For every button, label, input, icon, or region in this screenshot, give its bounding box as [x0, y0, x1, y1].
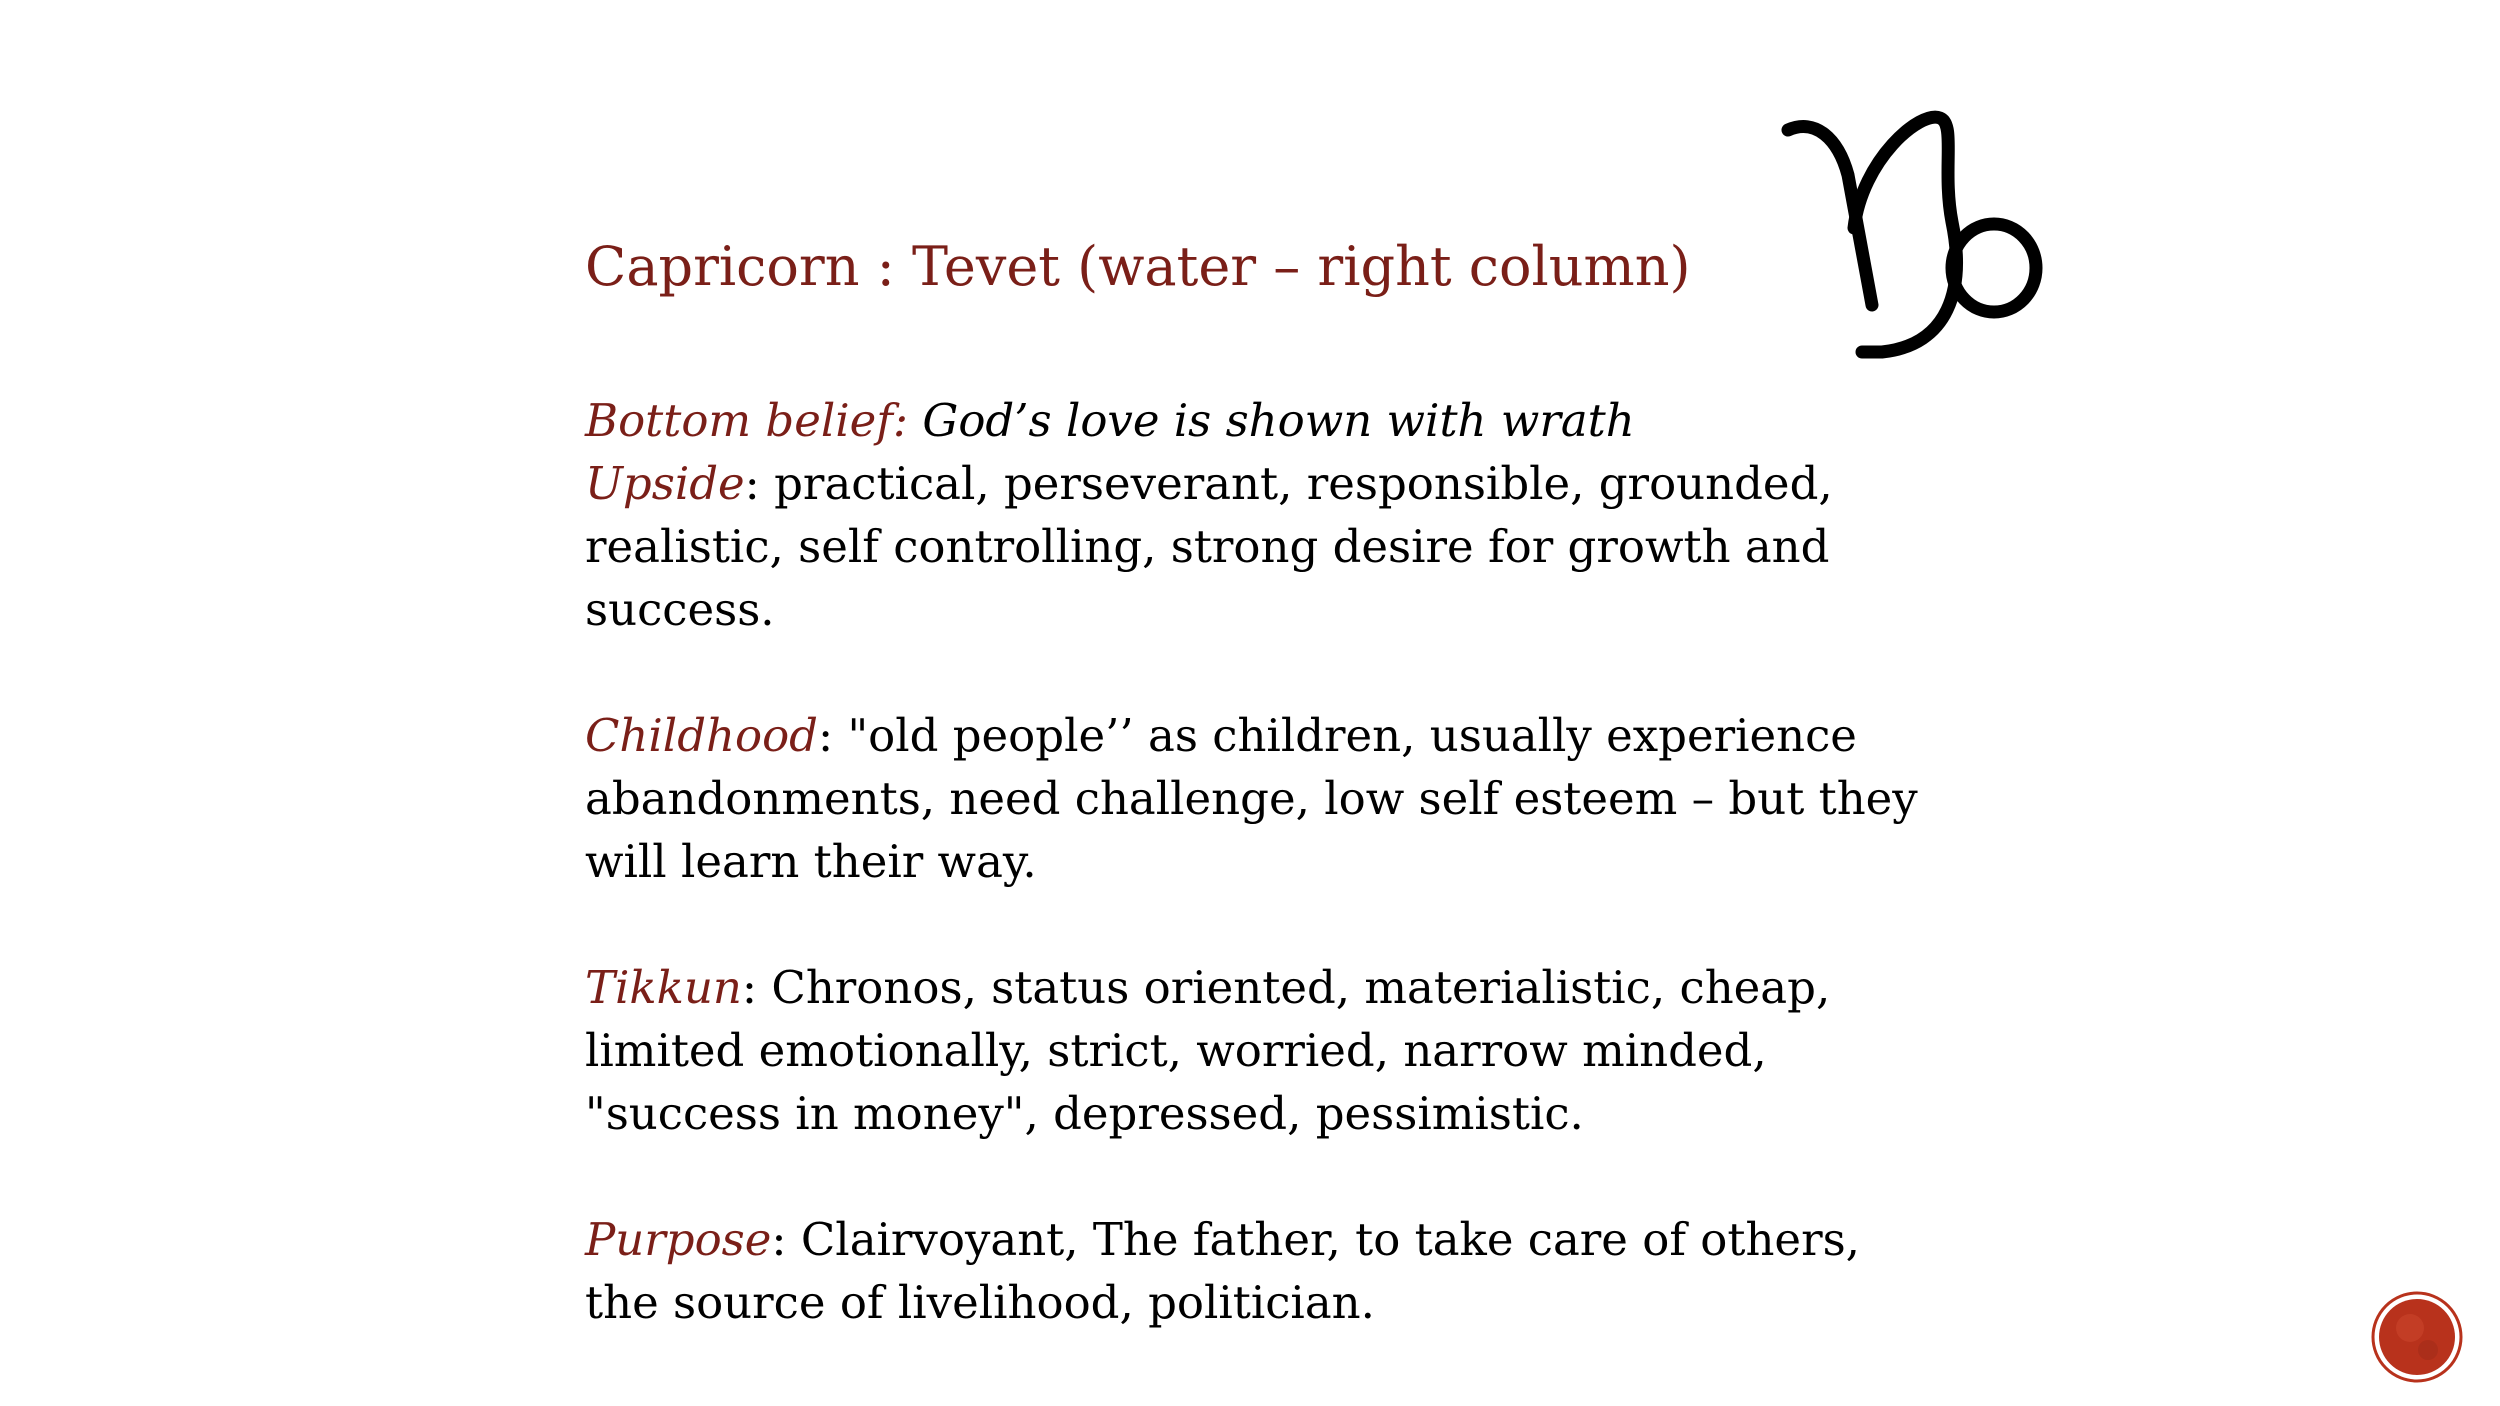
slide-badge-icon	[2370, 1290, 2464, 1384]
slide-body	[585, 389, 1925, 1334]
purpose-label: Purpose	[585, 1213, 772, 1266]
bottom-belief-text: God’s love is shown with wrath	[922, 394, 1635, 447]
childhood-text: : "old people’’ as children, usually experience abandonments, need challenge, low self esteem – but they will learn their way.	[585, 709, 1918, 888]
purpose-paragraph	[585, 1208, 1925, 1334]
upside-text: : practical, perseverant, responsible, grounded, realistic, self controlling, strong desire for growth and success.	[585, 457, 1833, 636]
childhood-paragraph	[585, 704, 1925, 893]
capricorn-symbol-icon	[1770, 100, 2060, 370]
upside-label: Upside	[585, 457, 745, 510]
tikkun-text: : Chronos, status oriented, materialistic, cheap, limited emotionally, strict, worried, narrow minded, "success in money", depressed, pessimistic.	[585, 961, 1831, 1140]
childhood-label: Childhood	[585, 709, 818, 762]
bottom-belief-label: Bottom belief:	[585, 394, 909, 447]
purpose-text: : Clairvoyant, The father, to take care of others, the source of livelihood, politician.	[585, 1213, 1860, 1329]
tikkun-label: Tikkun	[585, 961, 742, 1014]
beliefs-paragraph	[585, 389, 1925, 641]
tikkun-paragraph	[585, 956, 1925, 1145]
slide-title: Capricorn : Tevet (water – right column)	[585, 235, 1691, 298]
